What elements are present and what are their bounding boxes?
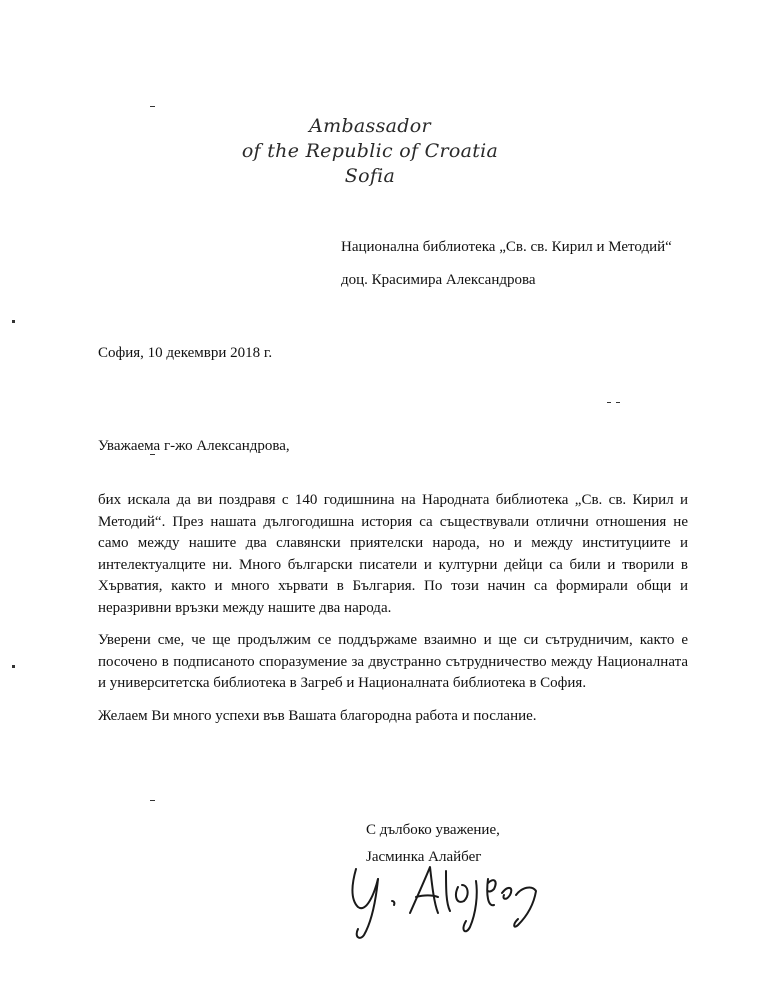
scan-speck (12, 665, 15, 668)
body-paragraph: Уверени сме, че ще продължим се поддържаме взаимно и ще си сътрудничим, както е посочено в подписаното споразумение за двустранно сътрудничество между Националната и университетска библиотека в Загреб и Националната библиотека в София. (98, 632, 688, 691)
scan-speck (150, 800, 155, 801)
handwritten-signature (338, 855, 558, 945)
body-paragraph: Желаем Ви много успехи във Вашата благородна работа и послание. (98, 707, 537, 724)
letter-body (98, 490, 688, 738)
signer-name: Јасминка Алайбег (366, 849, 482, 865)
scan-speck (150, 106, 155, 107)
letterhead-country: of the Republic of Croatia (241, 140, 499, 162)
recipient-name: доц. Красимира Александрова (341, 272, 536, 288)
scan-speck (616, 402, 620, 403)
scan-speck (607, 402, 611, 403)
letterhead (230, 114, 510, 189)
closing-regards: С дълбоко уважение, (366, 822, 500, 838)
recipient-block (341, 231, 761, 297)
letter-date: София, 10 декември 2018 г. (98, 345, 273, 361)
body-paragraph: бих искала да ви поздравя с 140 годишнина на Народната библиотека „Св. св. Кирил и Методий“. През нашата дългогодишна история са съществували отлични отношения не само между нашите два славянски приятелски народа, но и между институциите и интелектуалците ни. Много български писатели и културни дейци са били и творили в Хърватия, както и много хървати в България. По този начин са формирали общи и неразривни връзки между нашите два народа. (98, 492, 688, 616)
letterhead-city: Sofia (344, 165, 396, 187)
salutation: Уважаема г-жо Александрова, (98, 438, 290, 454)
scan-speck (12, 320, 15, 323)
recipient-institution: Национална библиотека „Св. св. Кирил и Методий“ (341, 239, 672, 255)
letterhead-title: Ambassador (309, 115, 431, 137)
